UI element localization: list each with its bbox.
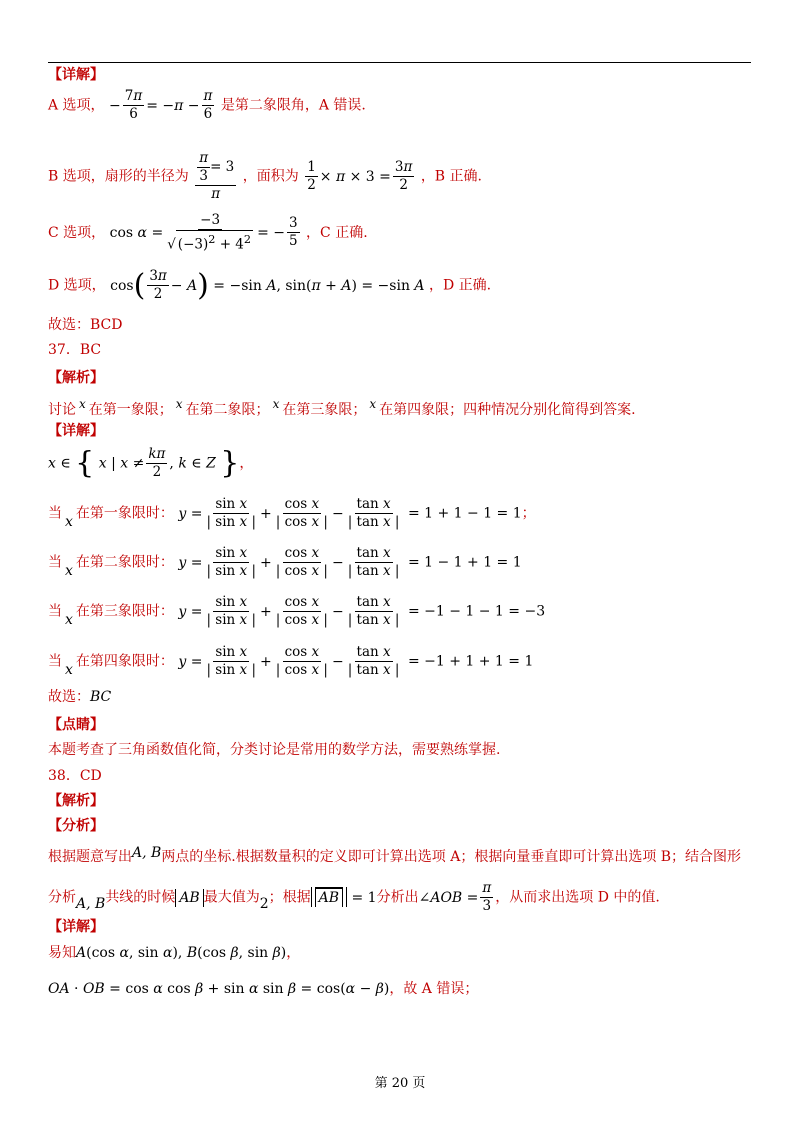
- q38-number: 38．CD: [48, 768, 102, 784]
- option-d-line: [48, 268, 491, 303]
- page-number: 第 20 页: [374, 1076, 426, 1091]
- q38-detail-header: 【详解】: [48, 919, 104, 935]
- q37-number: 37．BC: [48, 342, 102, 358]
- q38-analysis-line1: 根据题意写出A, B两点的坐标.根据数量积的定义即可计算出选项 A；根据向量垂直即可计算出选项 B；结合图形: [48, 845, 742, 865]
- option-b-radius-formula: $\frac{\pi}{3}$ = 3 π: [193, 169, 238, 185]
- option-c-end: ，C 正确.: [306, 224, 368, 241]
- q38-dot-product: OA · OB = cos α cos β + sin α sin β = cos(α − β)，故 A 错误；: [48, 981, 479, 997]
- q37-case2-result: = 1 − 1 + 1 = 1: [407, 554, 522, 571]
- option-b-mid: ，面积为: [242, 168, 299, 185]
- section-header-detail: 【详解】: [48, 67, 104, 83]
- option-a-text: 是第二象限角，A 错误.: [220, 97, 366, 114]
- q37-case2: 当 x 在第二象限时： y = $\frac{\text{sin x}}{\text{| sin x |}}$ + $\frac{\text{cos x}}{\text{| cos x |}}$ − $\frac{\text{tan x}}{\text{| tan x |}}$ = 1 − 1 + 1 = 1: [48, 545, 522, 579]
- q37-domain-formula: x ∈ { x | x ≠ $\frac{k\pi}{2}$ , k ∈ Z }，: [48, 445, 254, 481]
- q38-fenxi-header: 【分析】: [48, 818, 104, 834]
- q37-case1-result: = 1 + 1 − 1 = 1: [407, 505, 522, 522]
- q38-analysis-header: 【解析】: [48, 793, 104, 809]
- option-b-line: [48, 150, 482, 203]
- option-d-formula: cos( $\frac{3\pi}{2}$ − A) = −sin A, sin(π + A) = −sin A: [110, 267, 425, 303]
- q38-analysis-line2: 分析A, B共线的时候 AB 最大值为2；根据 AB = 1分析出∠AOB = $\frac{\pi}{3}$ ，从而求出选项 D 中的值.: [48, 880, 660, 914]
- q37-answer: 故选：BC: [48, 689, 112, 705]
- q37-analysis-header: 【解析】: [48, 370, 104, 386]
- option-b-area-formula: $\frac{1}{2}$ × π × 3 = $\frac{3\pi}{2}$: [307, 159, 413, 193]
- option-d-end: ，D 正确.: [429, 277, 492, 294]
- q37-comment-text: 本题考查了三角函数值化简，分类讨论是常用的数学方法，需要熟练掌握.: [48, 742, 501, 758]
- option-c-formula: cos α = $\frac{-3}{√ (-3)^2 + 4^2}$ = − $\frac{3}{5}$: [109, 212, 298, 253]
- header-rule: [48, 62, 751, 63]
- q36-answer: 故选：BCD: [48, 317, 123, 333]
- q37-discussion: 讨论 x 在第一象限； x 在第二象限； x 在第三象限； x 在第四象限；四种情况分别化简得到答案.: [48, 397, 636, 418]
- q37-case4: 当 x 在第四象限时： y = $\frac{\text{sin x}}{\text{| sin x |}}$ + $\frac{\text{cos x}}{\text{| cos x |}}$ − $\frac{\text{tan x}}{\text{| tan x |}}$ = −1 + 1 + 1 = 1: [48, 644, 534, 678]
- option-a-formula: − $\frac{7\pi}{6}$ = −π − $\frac{\pi}{6}$: [109, 88, 213, 122]
- q37-case4-result: = −1 + 1 + 1 = 1: [407, 653, 534, 670]
- q37-case1: 当 x 在第一象限时： y = $\frac{\text{sin x}}{\text{| sin x |}}$ + $\frac{\text{cos x}}{\text{| cos x |}}$ − $\frac{\text{tan x}}{\text{| tan x |}}$ = 1 + 1 − 1 = 1；: [48, 496, 536, 530]
- option-d-label: D 选项，: [48, 277, 106, 294]
- option-b-label: B 选项，扇形的半径为: [48, 168, 189, 185]
- option-a-line: [48, 88, 366, 123]
- q37-detail-header: 【详解】: [48, 423, 104, 439]
- q38-points: 易知A(cos α, sin α), B(cos β, sin β)，: [48, 945, 301, 961]
- q37-case3: 当 x 在第三象限时： y = $\frac{\text{sin x}}{\text{| sin x |}}$ + $\frac{\text{cos x}}{\text{| cos x |}}$ − $\frac{\text{tan x}}{\text{| tan x |}}$ = −1 − 1 − 1 = −3: [48, 594, 546, 628]
- option-b-end: ，B 正确.: [420, 168, 483, 185]
- option-a-label: A 选项，: [48, 97, 105, 114]
- q37-comment-header: 【点睛】: [48, 717, 104, 733]
- option-c-label: C 选项，: [48, 224, 106, 241]
- q37-case3-result: = −1 − 1 − 1 = −3: [407, 603, 546, 620]
- option-c-line: [48, 212, 368, 254]
